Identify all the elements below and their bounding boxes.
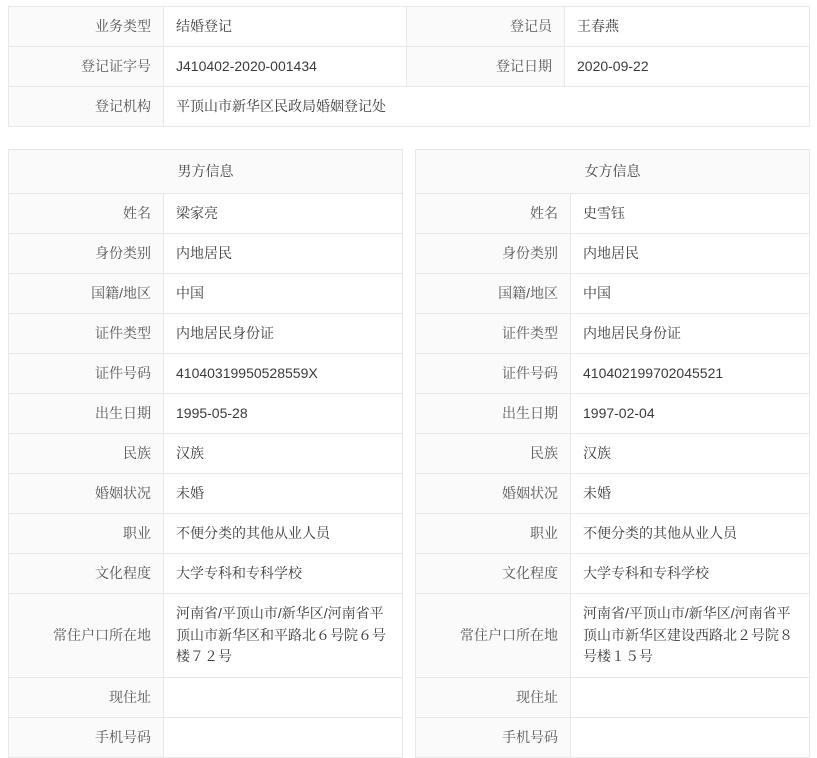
table-row (9, 474, 403, 514)
registration-summary (8, 6, 809, 127)
certificate-number-label: 登记证字号 (9, 47, 164, 87)
male-info-panel (8, 149, 402, 758)
female-marital-status-value: 未婚 (571, 474, 810, 514)
table-row (9, 354, 403, 394)
business-type-label: 业务类型 (9, 7, 164, 47)
male-household-address-value: 河南省/平顶山市/新华区/河南省平顶山市新华区和平路北６号院６号楼７２号 (164, 594, 403, 678)
table-row (9, 274, 403, 314)
registration-date-value: 2020-09-22 (565, 47, 810, 87)
male-education-label: 文化程度 (9, 554, 164, 594)
table-row (9, 150, 403, 194)
female-panel-header: 女方信息 (416, 150, 810, 194)
female-occupation-value: 不便分类的其他从业人员 (571, 514, 810, 554)
summary-table (8, 6, 810, 127)
male-nationality-label: 国籍/地区 (9, 274, 164, 314)
table-row (9, 594, 403, 678)
male-occupation-label: 职业 (9, 514, 164, 554)
female-birthdate-label: 出生日期 (416, 394, 571, 434)
female-info-table (415, 149, 810, 758)
table-row (416, 314, 810, 354)
table-row (9, 7, 810, 47)
male-panel-header: 男方信息 (9, 150, 403, 194)
female-education-value: 大学专科和专科学校 (571, 554, 810, 594)
table-row (9, 554, 403, 594)
table-row (9, 394, 403, 434)
male-marital-status-value: 未婚 (164, 474, 403, 514)
male-id-type-value: 内地居民身份证 (164, 314, 403, 354)
table-row (9, 234, 403, 274)
female-id-type-value: 内地居民身份证 (571, 314, 810, 354)
table-row (416, 394, 810, 434)
female-nationality-label: 国籍/地区 (416, 274, 571, 314)
table-row (416, 150, 810, 194)
table-row (9, 47, 810, 87)
female-id-number-value: 410402199702045521 (571, 354, 810, 394)
male-birthdate-value: 1995-05-28 (164, 394, 403, 434)
table-row (416, 474, 810, 514)
male-id-number-value: 41040319950528559X (164, 354, 403, 394)
female-identity-category-label: 身份类别 (416, 234, 571, 274)
table-row (416, 274, 810, 314)
female-nationality-value: 中国 (571, 274, 810, 314)
male-id-type-label: 证件类型 (9, 314, 164, 354)
male-identity-category-label: 身份类别 (9, 234, 164, 274)
male-birthdate-label: 出生日期 (9, 394, 164, 434)
male-nationality-value: 中国 (164, 274, 403, 314)
male-ethnicity-value: 汉族 (164, 434, 403, 474)
female-identity-category-value: 内地居民 (571, 234, 810, 274)
female-id-type-label: 证件类型 (416, 314, 571, 354)
female-household-address-value: 河南省/平顶山市/新华区/河南省平顶山市新华区建设西路北２号院８号楼１５号 (571, 594, 810, 678)
male-id-number-label: 证件号码 (9, 354, 164, 394)
female-household-address-label: 常住户口所在地 (416, 594, 571, 678)
table-row (416, 234, 810, 274)
registrar-value: 王春燕 (565, 7, 810, 47)
male-household-address-label: 常住户口所在地 (9, 594, 164, 678)
certificate-number-value: J410402-2020-001434 (164, 47, 407, 87)
female-ethnicity-label: 民族 (416, 434, 571, 474)
male-identity-category-value: 内地居民 (164, 234, 403, 274)
female-ethnicity-value: 汉族 (571, 434, 810, 474)
male-occupation-value: 不便分类的其他从业人员 (164, 514, 403, 554)
male-ethnicity-label: 民族 (9, 434, 164, 474)
female-name-value: 史雪钰 (571, 194, 810, 234)
female-info-panel (415, 149, 809, 758)
table-row (416, 554, 810, 594)
female-marital-status-label: 婚姻状况 (416, 474, 571, 514)
business-type-value: 结婚登记 (164, 7, 407, 47)
male-current-address-label: 现住址 (9, 678, 164, 718)
male-marital-status-label: 婚姻状况 (9, 474, 164, 514)
male-education-value: 大学专科和专科学校 (164, 554, 403, 594)
male-info-table (8, 149, 403, 758)
table-row (9, 434, 403, 474)
male-name-label: 姓名 (9, 194, 164, 234)
female-id-number-label: 证件号码 (416, 354, 571, 394)
male-current-address-value (164, 678, 403, 718)
table-row (9, 314, 403, 354)
female-current-address-value (571, 678, 810, 718)
table-row (416, 594, 810, 678)
male-phone-label: 手机号码 (9, 718, 164, 758)
female-name-label: 姓名 (416, 194, 571, 234)
table-row (416, 678, 810, 718)
female-education-label: 文化程度 (416, 554, 571, 594)
table-row (9, 514, 403, 554)
female-birthdate-value: 1997-02-04 (571, 394, 810, 434)
person-panels (8, 149, 809, 758)
table-row (416, 514, 810, 554)
registrar-label: 登记员 (407, 7, 565, 47)
female-current-address-label: 现住址 (416, 678, 571, 718)
table-row (416, 354, 810, 394)
table-row (9, 194, 403, 234)
female-phone-label: 手机号码 (416, 718, 571, 758)
table-row (9, 678, 403, 718)
registration-org-label: 登记机构 (9, 87, 164, 127)
table-row (416, 434, 810, 474)
registration-date-label: 登记日期 (407, 47, 565, 87)
male-name-value: 梁家亮 (164, 194, 403, 234)
table-row (416, 194, 810, 234)
table-row (9, 87, 810, 127)
registration-org-value: 平顶山市新华区民政局婚姻登记处 (164, 87, 810, 127)
female-occupation-label: 职业 (416, 514, 571, 554)
